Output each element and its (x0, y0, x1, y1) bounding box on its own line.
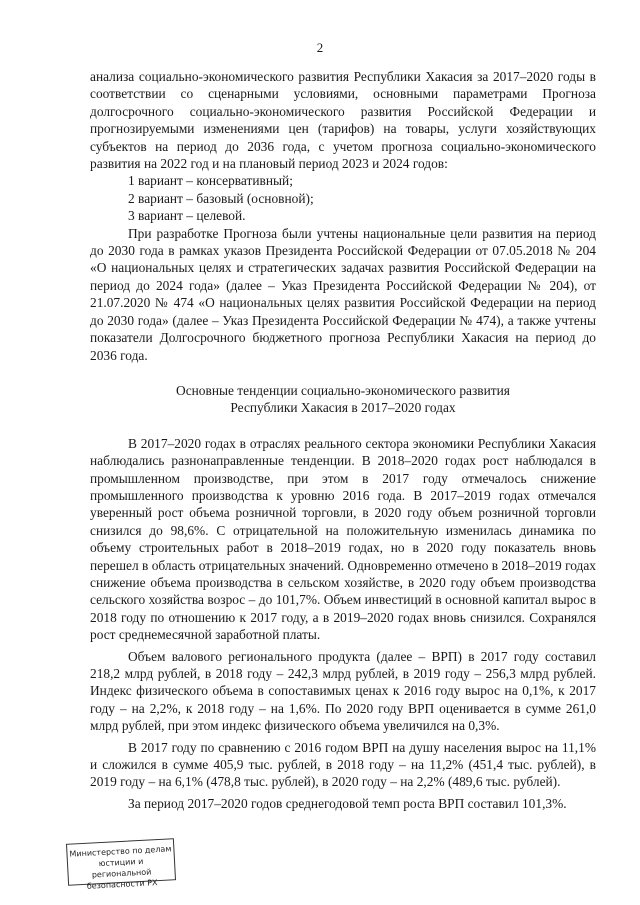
paragraph-grp: Объем валового регионального продукта (далее – ВРП) в 2017 году составил 218,2 млрд рублей, в 2018 году – 242,3 млрд рублей, в 2019 году – 256,3 млрд рублей. Индекс физического объема в сопоставимых ценах к 2016 году вырос на 0,1%, к 2017 году – на 2,2%, к 2018 году – на 1,6%. По 2020 году ВРП оценивается в сумме 261,0 млрд рублей, при этом индекс физического объема увеличился на 0,3%. (90, 648, 596, 734)
variant-list (90, 172, 596, 224)
section-heading (90, 382, 596, 417)
ministry-stamp (66, 838, 176, 891)
section-heading-line: Основные тенденции социально-экономического развития (176, 382, 510, 398)
section-heading-line: Республики Хакасия в 2017–2020 годах (230, 400, 456, 416)
list-item: 3 вариант – целевой. (128, 208, 246, 224)
stamp-line: юстиции и региональной (91, 856, 152, 880)
paragraph-national-goals: При разработке Прогноза были учтены национальные цели развития на период до 2030 года в рамках указов Президента Российской Федерации от 07.05.2018 № 204 «О национальных целях и стратегических задачах развития Российской Федерации на период до 2024 года» (далее – Указ Президента Российской Федерации № 204), от 21.07.2020 № 474 «О национальных целях развития Российской Федерации на период до 2030 года» (далее – Указ Президента Российской Федерации № 474), а также учтены показатели Долгосрочного бюджетного прогноза Республики Хакасия на период до 2036 года. (90, 225, 596, 363)
stamp-line: безопасности РХ (86, 878, 158, 891)
stamp-line: Министерство по делам (69, 844, 172, 859)
document-body (90, 68, 596, 812)
paragraph-growth-rate: За период 2017–2020 годов среднегодовой темп роста ВРП составил 101,3%. (128, 795, 567, 811)
paragraph-grp-per-capita: В 2017 году по сравнению с 2016 годом ВРП на душу населения вырос на 11,1% и сложился в сумме 405,9 тыс. рублей, в 2018 году – на 11,2% (451,4 тыс. рублей), в 2019 году – на 6,1% (478,8 тыс. рублей), в 2020 году – на 2,2% (489,6 тыс. рублей). (90, 739, 596, 790)
paragraph-trends: В 2017–2020 годах в отраслях реального сектора экономики Республики Хакасия наблюдались разнонаправленные тенденции. В 2018–2020 годах рост наблюдался в промышленном производстве, при этом в 2017 году отмечалось снижение промышленного производства к уровню 2016 года. В 2017–2019 годах отмечался уверенный рост объема розничной торговли, в 2020 году объем розничной торговли снизился до 98,6%. С отрицательной на положительную изменилась динамика по объему строительных работ в 2018–2019 годах, но в 2020 году показатель вновь перешел в область отрицательных значений. Одновременно отмечено в 2018–2019 годах снижение объема производства в сельском хозяйстве, в 2020 году объем производства сельского хозяйства возрос – до 101,7%. Объем инвестиций в основной капитал вырос в 2018 году по отношению к 2017 году, а в 2019–2020 годах вновь снизился. Сохранялся рост среднемесячной заработной платы. (90, 435, 596, 643)
list-item: 2 вариант – базовый (основной); (128, 190, 314, 206)
list-item: 1 вариант – консервативный; (128, 173, 293, 189)
paragraph-intro: анализа социально-экономического развития Республики Хакасия за 2017–2020 годы в соответствии со сценарными условиями, основными параметрами Прогноза долгосрочного социально-экономического развития Российской Федерации и прогнозируемыми изменениями цен (тарифов) на товары, услуги хозяйствующих субъектов на период до 2036 года, с учетом прогноза социально-экономического развития на 2022 год и на плановый период 2023 и 2024 годов: (90, 69, 596, 172)
page-number: 2 (316, 40, 324, 55)
